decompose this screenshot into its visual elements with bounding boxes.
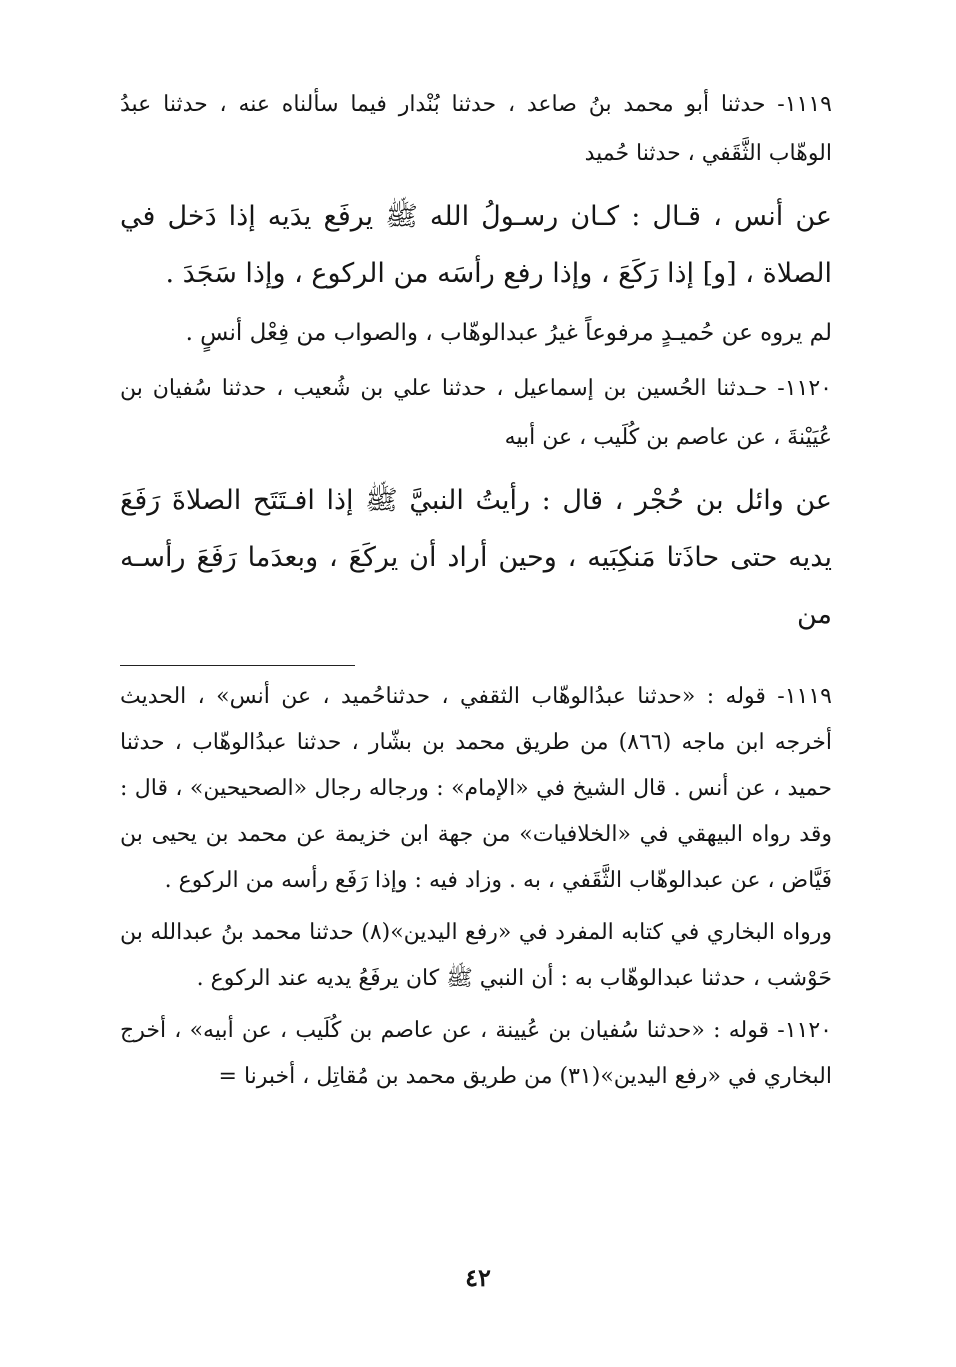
footnote-1119: ١١١٩- قوله : «حدثنا عبدُالوهّاب الثقفي ، حدثناحُميد ، عن أنس» ، الحديث أخرجه ابن ماجه (٨٦٦) من طريق محمد بن بشّار ، حدثنا عبدُالوهّاب ، حدثنا حميد ، عن أنس . قال الشيخ في «الإمام» : ورجاله رجال «الصحيحين» ، قال : وقد رواه البيهقي في «الخلافيات» من جهة ابن خزيمة عن محمد بن يحيى بن فَيَّاض ، عن عبدالوهّاب الثَّقَفي ، به . وزاد فيه : وإذا رَفَع رأسه من الركوع . (120, 684, 832, 893)
footnote-1120: ١١٢٠- قوله : «حدثنا سُفيان بن عُيينة ، عن عاصم بن كُلَيب ، عن أبيه» ، أخرج البخاري في «رفع اليدين»(٣١) من طريق محمد بن مُقاتِل ، أخبرنا = (120, 1018, 832, 1089)
hadith-1120-isnad: ١١٢٠- حـدثنا الحُسين بن إسماعيل ، حدثنا علي بن شُعيب ، حدثنا سُفيان بن عُيَيْنةَ ، عن عاصم بن كُلَيب ، عن أبيه (120, 376, 832, 450)
document-page (120, 80, 832, 1310)
footnotes (120, 674, 832, 1100)
footnote-separator (120, 665, 355, 666)
hadith-1119-matn: عن أنس ، قـال : كـان رسـولُ الله ﷺ يرفَع يدَيه إذا دَخل في الصلاة ، [و] إذا رَكَعَ ، وإذا رفع رأسَه من الركوع ، وإذا سَجَدَ . (120, 201, 832, 289)
hadith-1120-matn: عن وائل بن حُجْر ، قال : رأيتُ النبيَّ ﷺ إذا افـتَتَح الصلاةَ رَفَعَ يديه حتى حاذَتا مَنكِبَيه ، وحين أراد أن يركَعَ ، وبعدَما رَفَعَ رأسـه من (120, 485, 832, 630)
page-number: ٤٢ (465, 1263, 491, 1292)
footnote-1119-continued: ورواه البخاري في كتابه المفرد في «رفع اليدين»(٨) حدثنا محمد بنُ عبدالله بن حَوْشب ، حدثنا عبدالوهّاب به : أن النبي ﷺ كان يرفَعُ يديه عند الركوع . (120, 920, 832, 991)
hadith-1119-isnad: ١١١٩- حدثنا أبو محمد بنُ صاعد ، حدثنا بُنْدار فيما سألناه عنه ، حدثنا عبدُ الوهّاب الثَّقَفي ، حدثنا حُميد (120, 92, 832, 166)
hadith-1119-comment: لم يروه عن حُميـدٍ مرفوعاً غيرُ عبدالوهّاب ، والصواب من فِعْل أنسٍ . (185, 320, 832, 346)
